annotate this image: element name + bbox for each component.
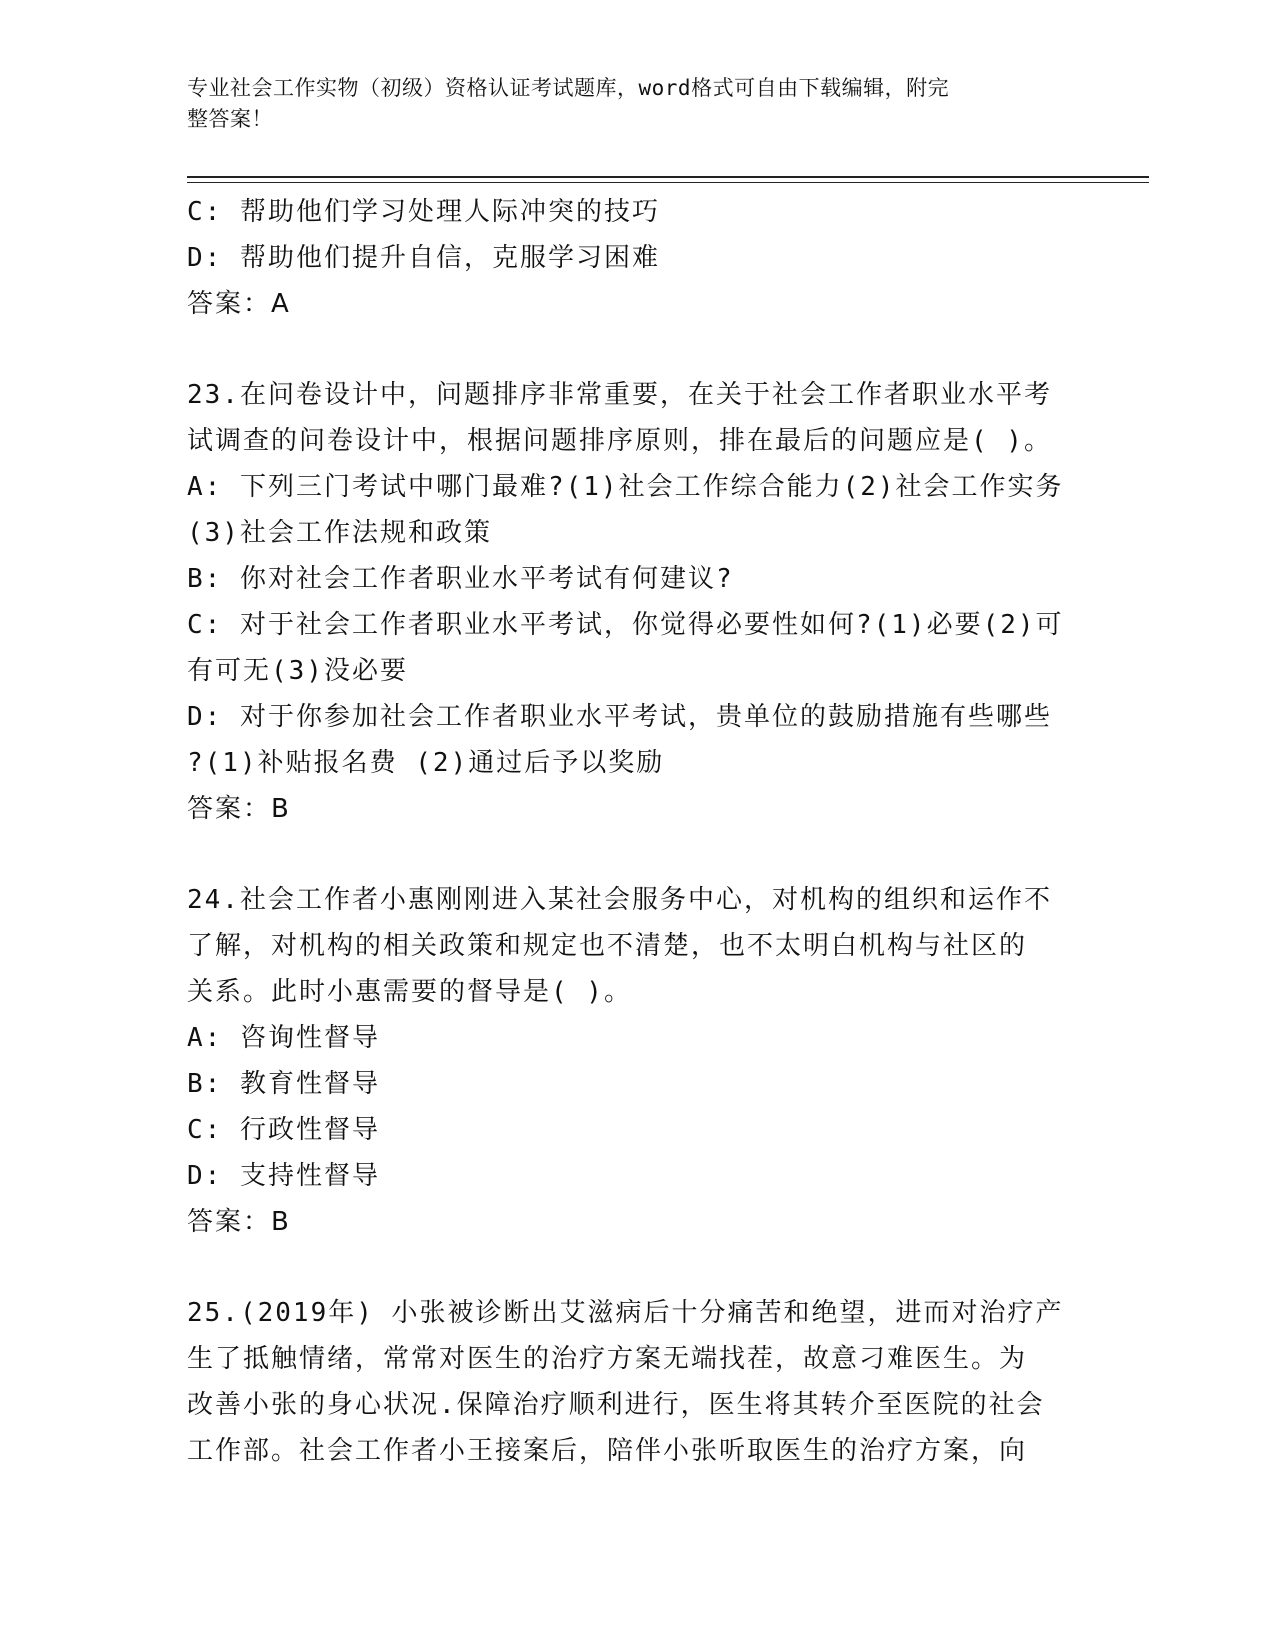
header-rule-thick bbox=[187, 176, 1149, 178]
answer-line: 答案：B bbox=[187, 1207, 291, 1237]
question-25-text: 改善小张的身心状况.保障治疗顺利进行，医生将其转介至医院的社会 bbox=[187, 1390, 1045, 1420]
header-line: 整答案！ bbox=[187, 107, 273, 131]
question-23-text: 试调查的问卷设计中，根据问题排序原则，排在最后的问题应是( )。 bbox=[187, 426, 1052, 456]
document-header bbox=[187, 73, 1067, 135]
header-line: 专业社会工作实物（初级）资格认证考试题库，word格式可自由下载编辑，附完 bbox=[187, 76, 950, 100]
option-c: C: 对于社会工作者职业水平考试，你觉得必要性如何?(1)必要(2)可 bbox=[187, 610, 1064, 640]
question-24-text: 24.社会工作者小惠刚刚进入某社会服务中心，对机构的组织和运作不 bbox=[187, 885, 1052, 915]
spacer bbox=[187, 832, 1067, 877]
option-d: D: 支持性督导 bbox=[187, 1161, 380, 1191]
question-24-text: 关系。此时小惠需要的督导是( )。 bbox=[187, 977, 632, 1007]
question-23-text: 23.在问卷设计中，问题排序非常重要，在关于社会工作者职业水平考 bbox=[187, 380, 1052, 410]
question-25-text: 25.(2019年) 小张被诊断出艾滋病后十分痛苦和绝望，进而对治疗产 bbox=[187, 1298, 1064, 1328]
option-b: B: 你对社会工作者职业水平考试有何建议? bbox=[187, 564, 734, 594]
answer-line: 答案：B bbox=[187, 794, 291, 824]
option-a-cont: (3)社会工作法规和政策 bbox=[187, 518, 492, 548]
answer-line: 答案：A bbox=[187, 289, 291, 319]
option-a: A: 咨询性督导 bbox=[187, 1023, 380, 1053]
option-d: D: 帮助他们提升自信，克服学习困难 bbox=[187, 243, 660, 273]
option-b: B: 教育性督导 bbox=[187, 1069, 380, 1099]
document-body bbox=[187, 189, 1067, 1474]
option-c-cont: 有可无(3)没必要 bbox=[187, 656, 408, 686]
spacer bbox=[187, 1245, 1067, 1290]
option-d-cont: ?(1)补贴报名费 (2)通过后予以奖励 bbox=[187, 748, 665, 778]
option-c: C: 行政性督导 bbox=[187, 1115, 380, 1145]
option-a: A: 下列三门考试中哪门最难?(1)社会工作综合能力(2)社会工作实务 bbox=[187, 472, 1064, 502]
question-25-text: 工作部。社会工作者小王接案后，陪伴小张听取医生的治疗方案，向 bbox=[187, 1436, 1028, 1466]
option-c: C: 帮助他们学习处理人际冲突的技巧 bbox=[187, 197, 660, 227]
header-rule-thin bbox=[187, 182, 1149, 183]
question-24-text: 了解，对机构的相关政策和规定也不清楚，也不太明白机构与社区的 bbox=[187, 931, 1028, 961]
option-d: D: 对于你参加社会工作者职业水平考试，贵单位的鼓励措施有些哪些 bbox=[187, 702, 1052, 732]
question-25-text: 生了抵触情绪，常常对医生的治疗方案无端找茬，故意刁难医生。为 bbox=[187, 1344, 1028, 1374]
spacer bbox=[187, 327, 1067, 372]
